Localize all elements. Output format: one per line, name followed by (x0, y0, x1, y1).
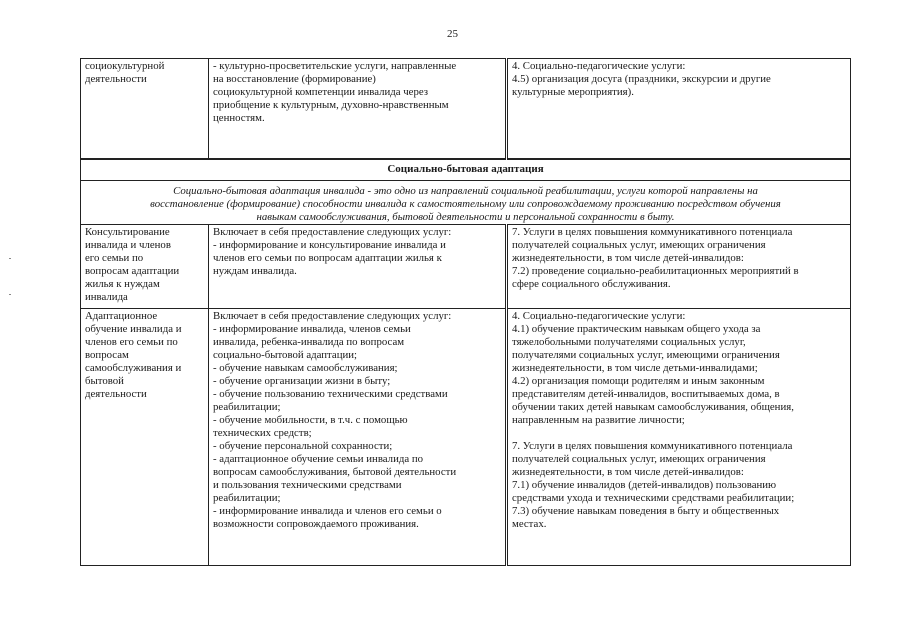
text-line: получателей социальных услуг, имеющих ограничения (512, 239, 766, 251)
text-line: жизнедеятельности, в том числе детей-инвалидов: (512, 252, 744, 264)
text-line: 4.1) обучение практическим навыкам общего ухода за (512, 323, 761, 335)
text-line: восстановление (формирование) способности инвалида к самостоятельному или сопровождаемому проживанию посредством обучения (150, 198, 781, 210)
text-line: - обучение персональной сохранности; (213, 440, 393, 452)
text-line: 4. Социально-педагогические услуги: (512, 60, 686, 72)
text-line: инвалида и членов (85, 239, 171, 251)
direction-cell (81, 59, 209, 160)
text-line: направленным на развитие личности; (512, 414, 685, 426)
text-line: сфере социального обслуживания. (512, 278, 671, 290)
text-line: 4.2) организация помощи родителям и иным законным (512, 375, 765, 387)
text-line: 4. Социально-педагогические услуги: (512, 310, 686, 322)
margin-mark (9, 294, 11, 295)
text-line: и пользования техническими средствами (213, 479, 402, 491)
text-line: технических средств; (213, 427, 312, 439)
text-line: жизнедеятельности, в том числе детьми-инвалидами; (512, 362, 758, 374)
text-line: - культурно-просветительские услуги, направленные (213, 60, 457, 72)
text-line: Адаптационное (85, 310, 158, 322)
text-line: членов его семьи по вопросам адаптации жилья к (213, 252, 442, 264)
text-line: социально-бытовой адаптации; (213, 349, 358, 361)
services-table (80, 58, 851, 566)
text-line: получателей социальных услуг, имеющих ограничения (512, 453, 766, 465)
text-line: обучении таких детей навыкам самообслуживания, общения, (512, 401, 794, 413)
text-line: 7. Услуги в целях повышения коммуникативного потенциала (512, 226, 793, 238)
text-line: обучение инвалида и (85, 323, 182, 335)
text-line: - обучение навыкам самообслуживания; (213, 362, 398, 374)
direction-cell (81, 309, 209, 566)
text-line: - обучение организации жизни в быту; (213, 375, 391, 387)
text-line: - информирование инвалида, членов семьи (213, 323, 411, 335)
section-description (81, 181, 851, 225)
text-line: представителям детей-инвалидов, воспитываемых дома, в (512, 388, 780, 400)
text-line: Включает в себя предоставление следующих услуг: (213, 310, 452, 322)
page-number: 25 (447, 28, 458, 40)
content-cell (209, 59, 507, 160)
text-line: - информирование и консультирование инвалида и (213, 239, 446, 251)
text-line: 7.3) обучение навыкам поведения в быту и общественных (512, 505, 780, 517)
text-line: 7.2) проведение социально-реабилитационных мероприятий в (512, 265, 799, 277)
text-line: ценностям. (213, 112, 265, 124)
text-line: возможности сопровождаемого проживания. (213, 518, 419, 530)
text-line: - адаптационное обучение семьи инвалида по (213, 453, 424, 465)
text-line: - обучение пользованию техническими средствами (213, 388, 448, 400)
text-line: приобщение к культурным, духовно-нравственным (213, 99, 449, 111)
text-line: 4.5) организация досуга (праздники, экскурсии и другие (512, 73, 771, 85)
table-row (81, 59, 851, 160)
text-line: жилья к нуждам (85, 278, 160, 290)
text-line: деятельности (85, 388, 147, 400)
text-line: инвалида, ребенка-инвалида по вопросам (213, 336, 405, 348)
section-description-row (81, 181, 851, 225)
text-line: средствами ухода и техническими средствами реабилитации; (512, 492, 795, 504)
blank-line (512, 427, 846, 440)
text-line: 7. Услуги в целях повышения коммуникативного потенциала (512, 440, 793, 452)
text-line: реабилитации; (213, 401, 281, 413)
text-line: вопросам самообслуживания, бытовой деятельности (213, 466, 457, 478)
text-line: деятельности (85, 73, 147, 85)
text-line: социокультурной (85, 60, 165, 72)
text-line: культурные мероприятия). (512, 86, 634, 98)
section-title: Социально-бытовая адаптация (81, 159, 851, 181)
text-line: получателями социальных услуг, имеющими ограничения (512, 349, 780, 361)
text-line: его семьи по (85, 252, 144, 264)
text-line: Включает в себя предоставление следующих услуг: (213, 226, 452, 238)
direction-cell (81, 225, 209, 309)
text-line: местах. (512, 518, 547, 530)
text-line: 7.1) обучение инвалидов (детей-инвалидов) пользованию (512, 479, 777, 491)
text-line: социокультурной компетенции инвалида через (213, 86, 429, 98)
table-row (81, 225, 851, 309)
text-line: нуждам инвалида. (213, 265, 297, 277)
text-line: реабилитации; (213, 492, 281, 504)
services-cell (507, 225, 851, 309)
text-line: Социально-бытовая адаптация инвалида - это одно из направлений социальной реабилитации, услуги которой направлены на (173, 185, 758, 197)
text-line: на восстановление (формирование) (213, 73, 376, 85)
text-line: членов его семьи по (85, 336, 178, 348)
text-line: жизнедеятельности, в том числе детей-инвалидов: (512, 466, 744, 478)
content-cell (209, 309, 507, 566)
margin-mark (9, 258, 11, 259)
text-line: бытовой (85, 375, 124, 387)
text-line: вопросам (85, 349, 129, 361)
text-line: тяжелобольными получателями социальных услуг, (512, 336, 746, 348)
text-line: инвалида (85, 291, 128, 303)
services-cell (507, 309, 851, 566)
table-row (81, 309, 851, 566)
text-line: самообслуживания и (85, 362, 182, 374)
text-line: Консультирование (85, 226, 170, 238)
services-cell (507, 59, 851, 160)
text-line: навыкам самообслуживания, бытовой деятельности и персональной сохранности в быту. (256, 211, 675, 223)
text-line: - обучение мобильности, в т.ч. с помощью (213, 414, 408, 426)
content-cell (209, 225, 507, 309)
section-heading-row (81, 159, 851, 181)
text-line: - информирование инвалида и членов его семьи о (213, 505, 442, 517)
text-line: вопросам адаптации (85, 265, 180, 277)
